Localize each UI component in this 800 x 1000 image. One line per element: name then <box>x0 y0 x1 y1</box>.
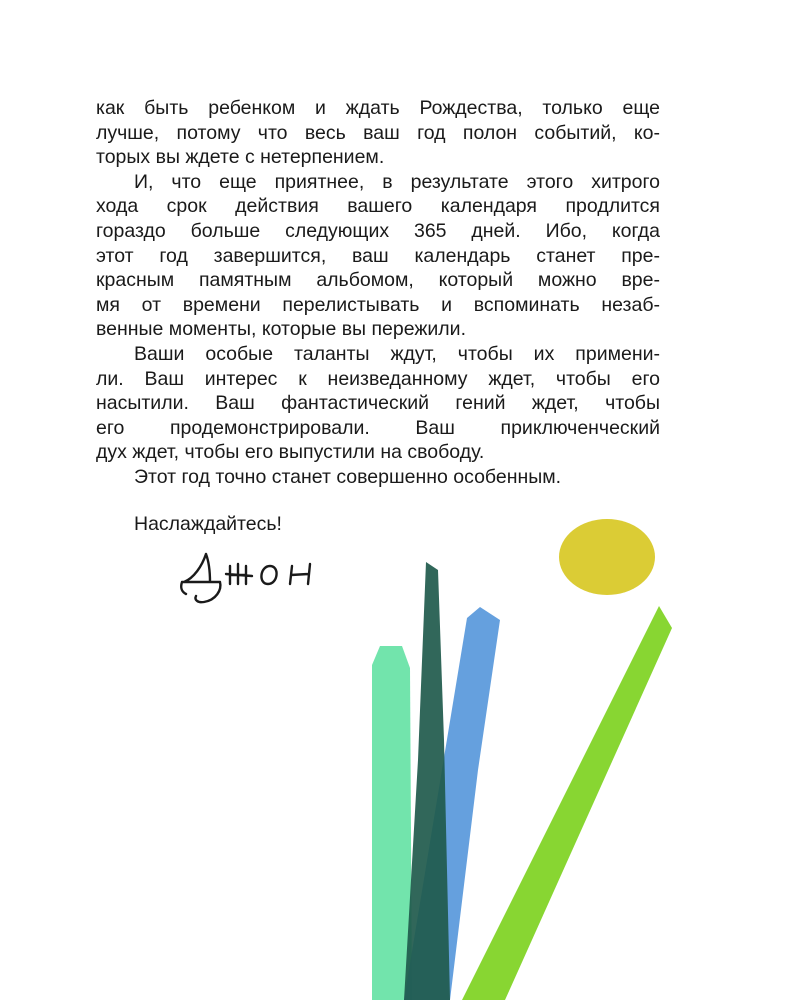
text-line: насытили. Ваш фантастический гений ждет, чтобы <box>96 392 660 415</box>
blue-stroke <box>404 607 500 1000</box>
text-line: красным памятным альбомом, который можно вре- <box>96 269 660 292</box>
text-line: Ваши особые таланты ждут, чтобы их примени- <box>134 342 660 365</box>
dark-teal-stroke <box>404 562 450 1000</box>
text-line: Этот год точно станет совершенно особенным. <box>134 465 562 488</box>
text-line: как быть ребенком и ждать Рождества, только еще <box>96 97 660 119</box>
text-line: мя от времени перелистывать и вспоминать незаб- <box>96 293 660 316</box>
text-line: хода срок действия вашего календаря продлится <box>96 195 660 218</box>
paragraph-4 <box>96 465 660 490</box>
signature-drawing <box>176 540 356 610</box>
paragraph-2 <box>96 170 660 342</box>
text-line: этот год завершится, ваш календарь станет пре- <box>96 244 660 267</box>
lime-stroke <box>462 606 672 1000</box>
text-line: И, что еще приятнее, в результате этого хитрого <box>134 170 660 193</box>
text-line: ли. Ваш интерес к неизведанному ждет, чтобы его <box>96 367 660 390</box>
text-line: гораздо больше следующих 365 дней. Ибо, когда <box>96 219 660 242</box>
paragraph-3 <box>96 342 660 465</box>
body-text <box>96 96 660 490</box>
closing-line: Наслаждайтесь! <box>134 513 282 535</box>
sun-circle <box>559 519 655 595</box>
mint-stroke <box>372 646 412 1000</box>
text-line: венные моменты, которые вы пережили. <box>96 318 466 341</box>
paragraph-1 <box>96 96 660 170</box>
text-line: дух ждет, чтобы его выпустили на свободу. <box>96 441 485 464</box>
text-line: его продемонстрировали. Ваш приключенческий <box>96 416 660 439</box>
text-line: торых вы ждете с нетерпением. <box>96 146 385 169</box>
text-line: лучше, потому что весь ваш год полон событий, ко- <box>96 121 660 144</box>
